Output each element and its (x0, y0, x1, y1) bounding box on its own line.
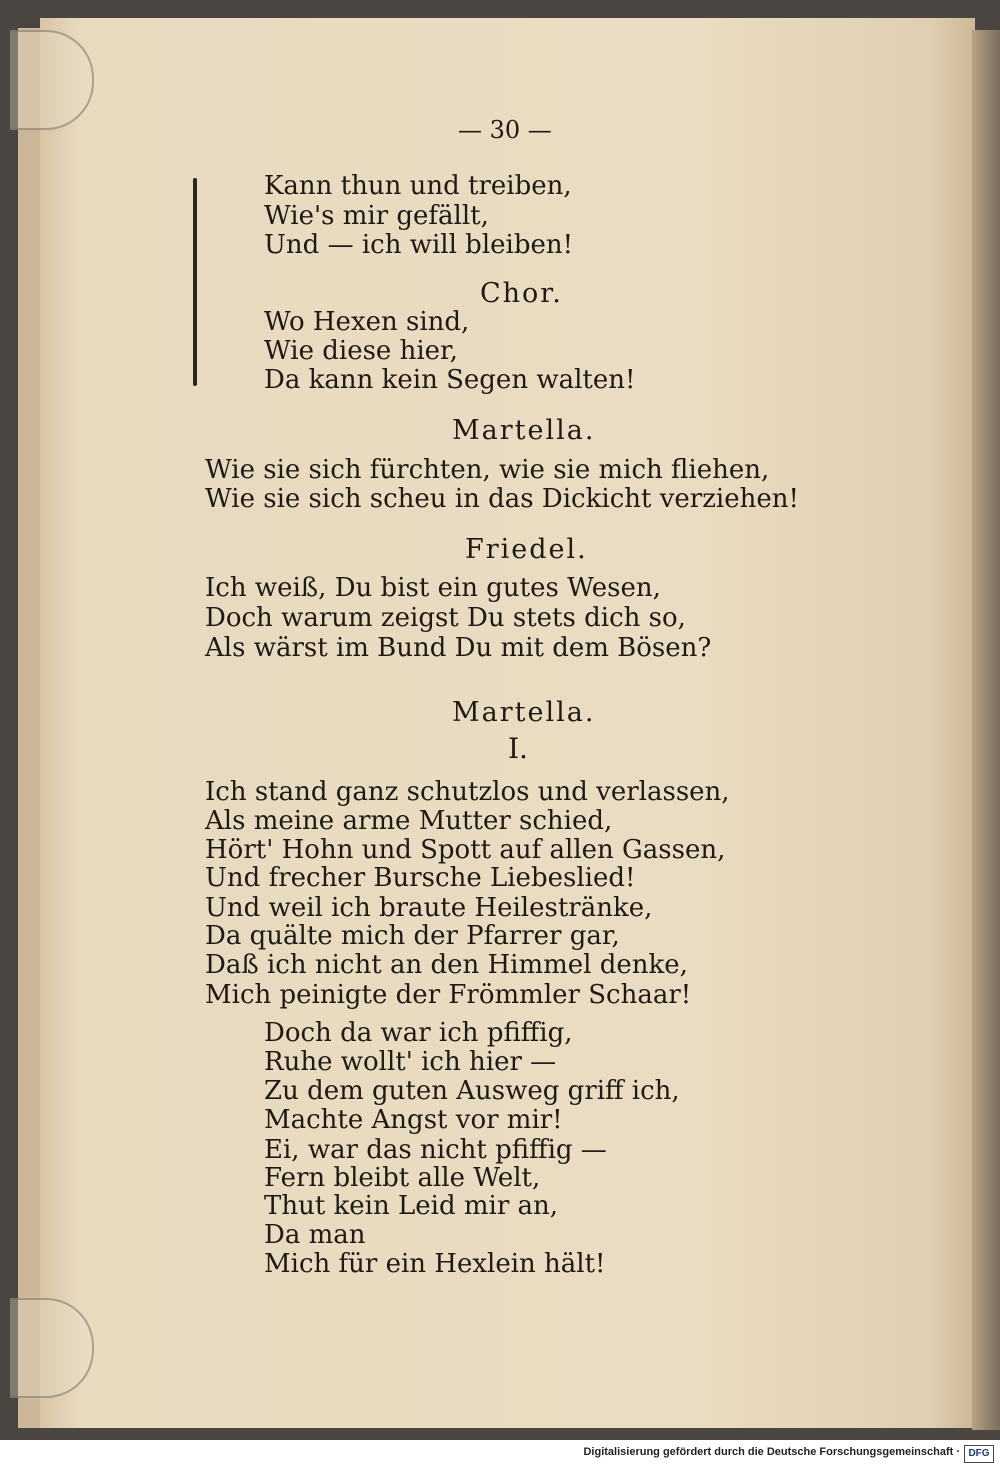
verse-line: Da kann kein Segen walten! (264, 365, 636, 395)
speaker-heading-martella: Martella. (452, 415, 596, 446)
page-number: — 30 — (458, 116, 552, 144)
stanza-numeral: I. (508, 732, 528, 765)
verse-line: Thut kein Leid mir an, (264, 1191, 559, 1221)
verse-line: Daß ich nicht an den Himmel denke, (205, 950, 688, 980)
verse-line: Doch da war ich pfiffig, (264, 1018, 573, 1048)
verse-line: Kann thun und treiben, (264, 171, 572, 201)
footer-credit: Digitalisierung gefördert durch die Deutsche Forschungsgemeinschaft · (583, 1446, 960, 1458)
verse-line: Da man (264, 1220, 366, 1250)
verse-line: Wie sie sich fürchten, wie sie mich fliehen, (205, 455, 770, 485)
verse-line: Als meine arme Mutter schied, (205, 806, 613, 836)
speaker-heading-martella: Martella. (452, 697, 596, 728)
verse-line: Fern bleibt alle Welt, (264, 1163, 541, 1193)
verse-line: Wo Hexen sind, (264, 307, 470, 337)
verse-line: Ei, war das nicht pfiffig — (264, 1135, 607, 1165)
verse-line: Und weil ich braute Heilestränke, (205, 893, 653, 923)
verse-line: Ich weiß, Du bist ein gutes Wesen, (205, 573, 661, 603)
verse-line: Als wärst im Bund Du mit dem Bösen? (205, 633, 712, 663)
footer-bar (0, 1440, 1000, 1467)
verse-line: Wie's mir gefällt, (264, 201, 489, 231)
verse-line: Mich peinigte der Frömmler Schaar! (205, 980, 692, 1010)
verse-line: Und — ich will bleiben! (264, 230, 574, 260)
verse-line: Zu dem guten Ausweg griff ich, (264, 1076, 680, 1106)
verse-line: Mich für ein Hexlein hält! (264, 1249, 606, 1279)
verse-line: Wie sie sich scheu in das Dickicht verziehen! (205, 484, 799, 514)
verse-line: Ich stand ganz schutzlos und verlassen, (205, 777, 730, 807)
verse-line: Wie diese hier, (264, 336, 458, 366)
speaker-heading-friedel: Friedel. (465, 534, 588, 565)
verse-line: Da quälte mich der Pfarrer gar, (205, 921, 620, 951)
verse-line: Doch warum zeigst Du stets dich so, (205, 603, 686, 633)
verse-line: Machte Angst vor mir! (264, 1105, 563, 1135)
verse-line: Ruhe wollt' ich hier — (264, 1047, 557, 1077)
chorus-bracket (193, 178, 197, 386)
page-edge-right (972, 30, 1000, 1430)
verse-line: Hört' Hohn und Spott auf allen Gassen, (205, 835, 726, 865)
dfg-logo: DFG (964, 1445, 994, 1463)
verse-line: Und frecher Bursche Liebeslied! (205, 863, 636, 893)
speaker-heading-chor: Chor. (480, 278, 563, 309)
